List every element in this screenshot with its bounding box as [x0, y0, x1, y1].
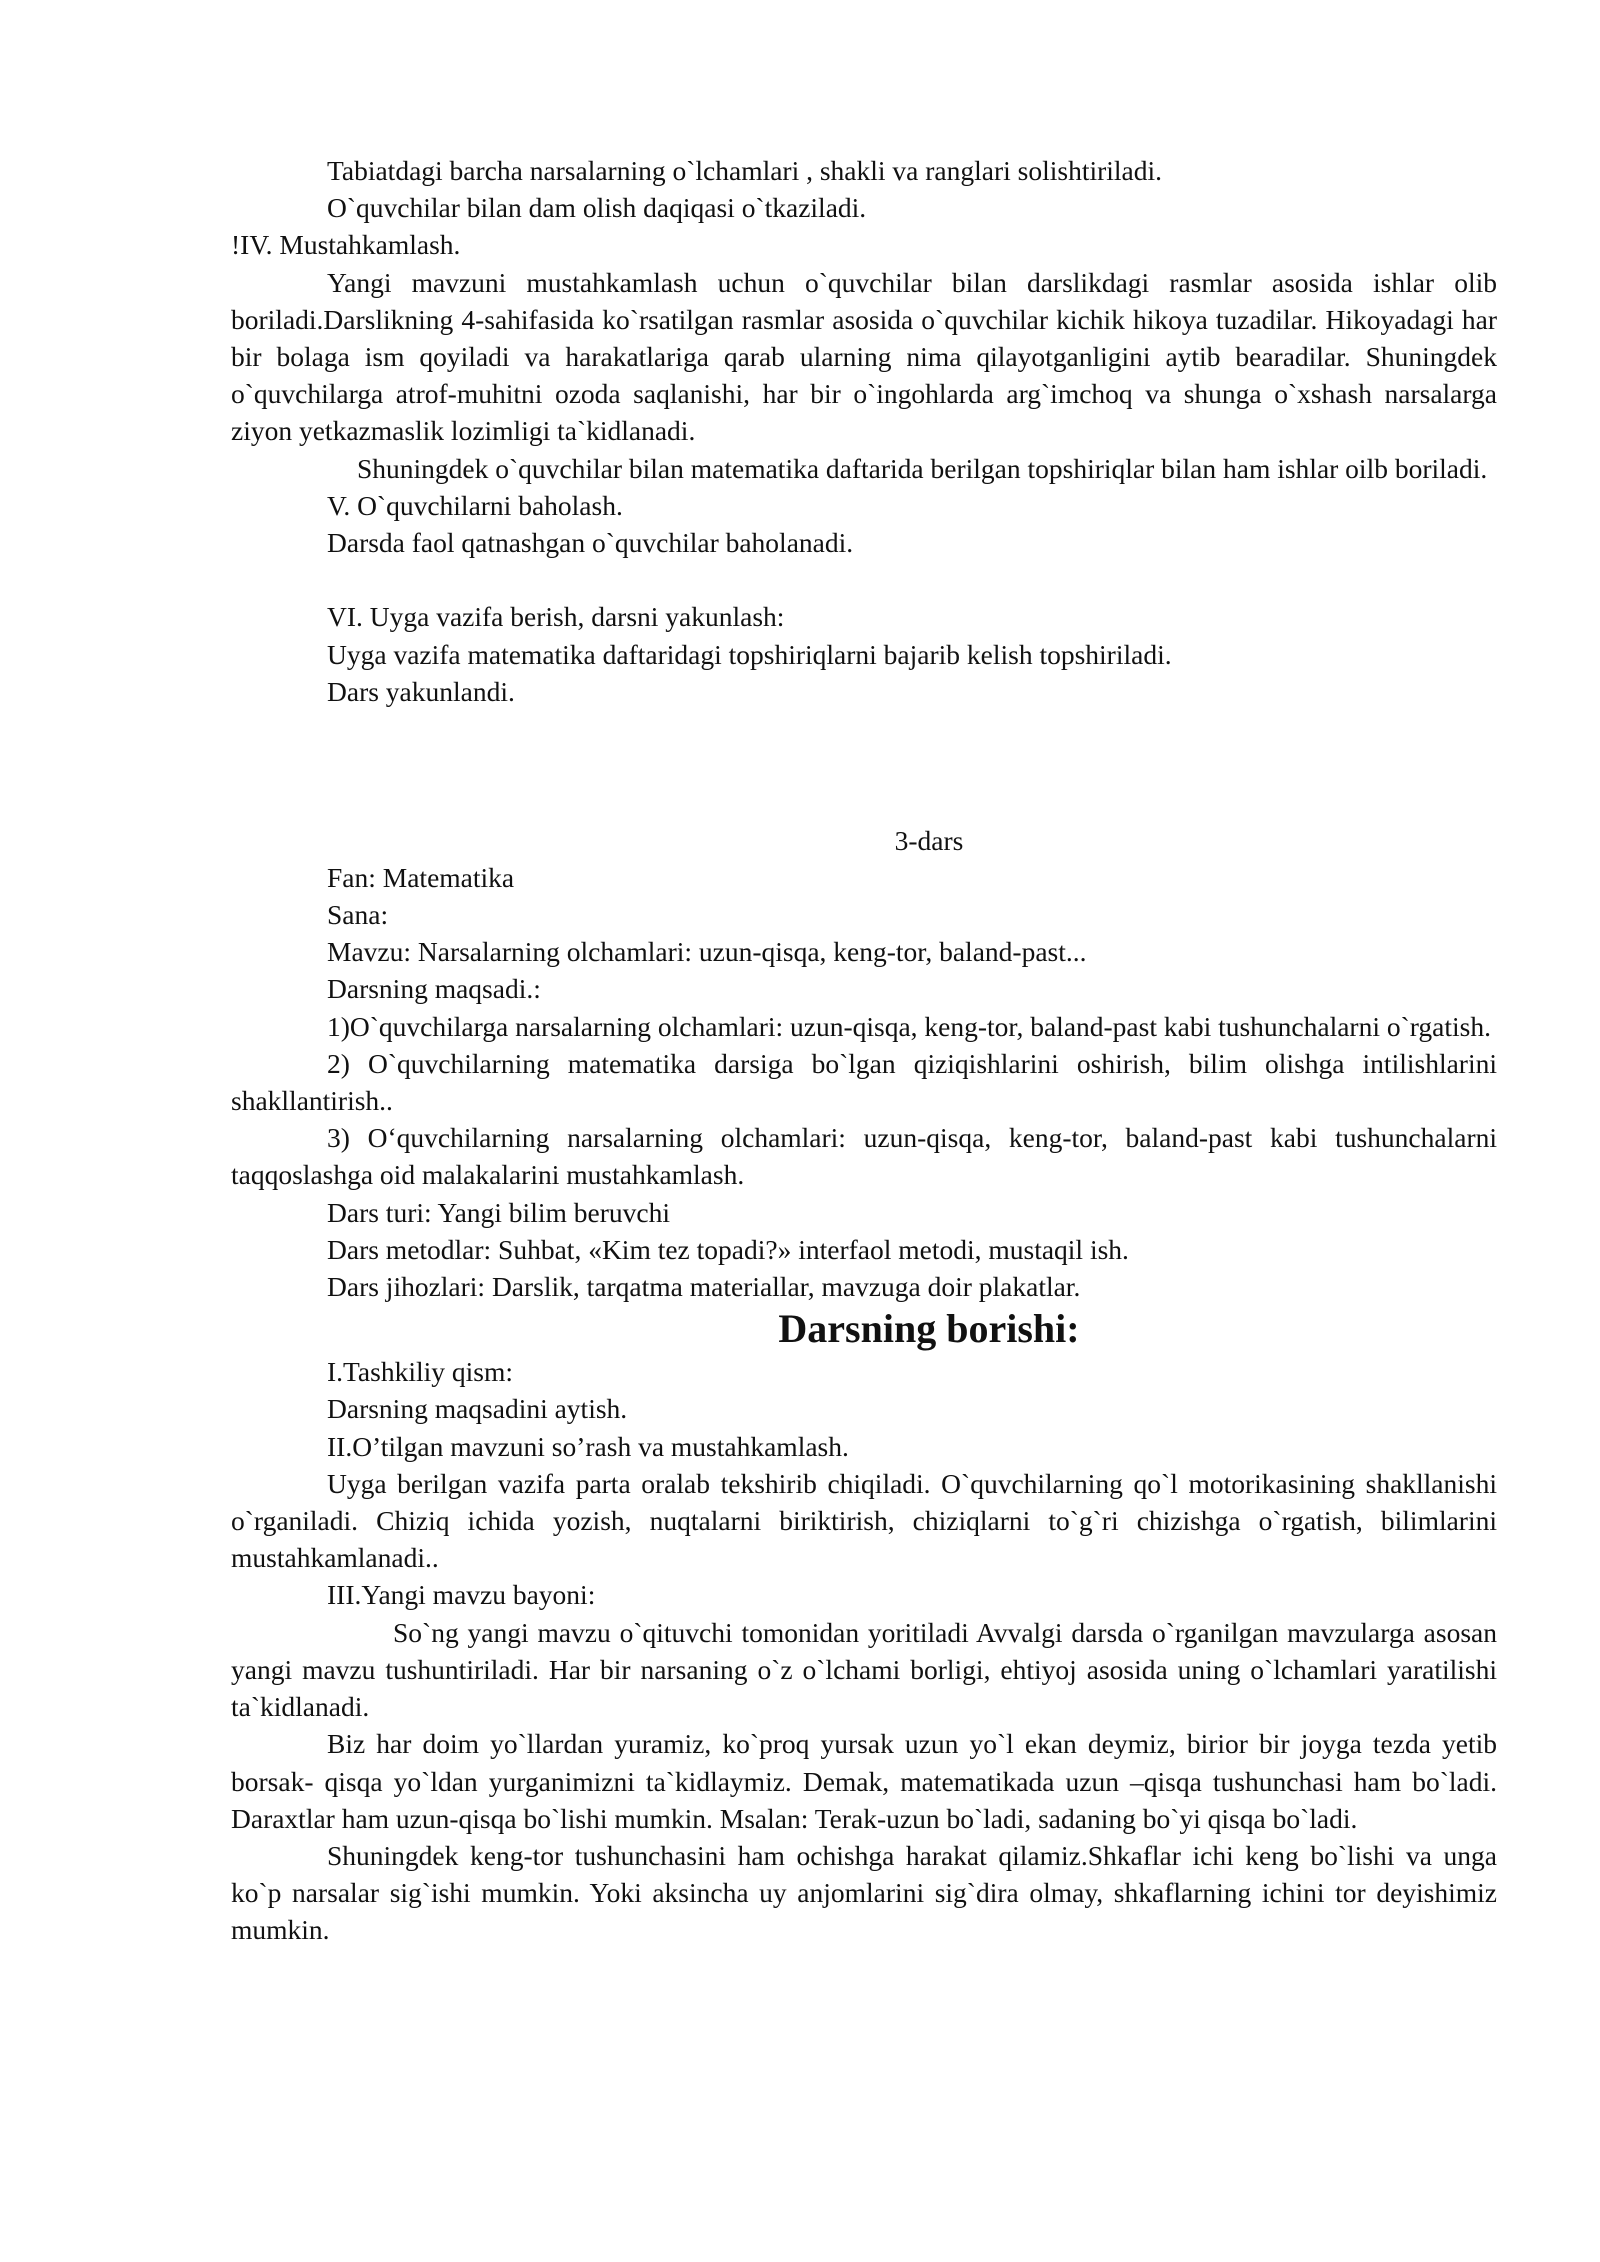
paragraph-new-topic-intro: So`ng yangi mavzu o`qituvchi tomonidan yoritiladi Avvalgi darsda o`rganilgan mavzularga asosan yangi mavzu tushuntiriladi. Har bir narsaning o`z o`lchami borligi, ehtiyoj asosida uning o`lchamlari yaratilishi ta`kidlanadi.	[231, 1616, 1497, 1723]
section-heading-new-topic: III.Yangi mavzu bayoni:	[327, 1579, 596, 1611]
spacer	[231, 710, 1497, 822]
paragraph-compare-sizes: Tabiatdagi barcha narsalarning o`lchamlari , shakli va ranglari solishtiriladi.	[327, 155, 1163, 186]
date-line: Sana:	[327, 899, 389, 931]
lesson-progress-heading: Darsning borishi:	[778, 1306, 1080, 1352]
document-page	[231, 152, 1497, 1949]
paragraph-assessment-body: Darsda faol qatnashgan o`quvchilar baholanadi.	[327, 527, 854, 559]
goals-heading: Darsning maqsadi.:	[327, 973, 541, 1005]
lesson-type-line: Dars turi: Yangi bilim beruvchi	[327, 1196, 670, 1228]
paragraph-homework-body: Uyga vazifa matematika daftaridagi topshiriqlarni bajarib kelish topshiriladi.	[327, 638, 1172, 670]
subject-line: Fan: Matematika	[327, 861, 515, 893]
section-heading-review: II.O’tilgan mavzuni so’rash va mustahkamlash.	[327, 1430, 849, 1462]
paragraph-reinforcement-body: Yangi mavzuni mustahkamlash uchun o`quvchilar bilan darslikdagi rasmlar asosida ishlar olib boriladi.Darslikning 4-sahifasida ko`rsatilgan rasmlar asosida o`quvchilar kichik hikoya tuzadilar. Hikoyadagi har bir bolaga ism qoyiladi va harakatlariga qarab ularning nima qilayotganligini aytib bearadilar. Shuningdek o`quvchilarga atrof-muhitni ozoda saqlanishi, har bir o`ingohlarda arg`imchoq va shunga o`xshash narsalarga ziyon yetkazmaslik lozimligi ta`kidlanadi.	[231, 266, 1497, 447]
section-heading-assessment: V. O`quvchilarni baholash.	[327, 489, 623, 521]
lesson-methods-line: Dars metodlar: Suhbat, «Kim tez topadi?» interfaol metodi, mustaqil ish.	[327, 1233, 1129, 1265]
goal-item-3: 3) O‘quvchilarning narsalarning olchamlari: uzun-qisqa, keng-tor, baland-past kabi tushunchalarni taqqoslashga oid malakalarini mustahkamlash.	[231, 1122, 1497, 1191]
spacer	[231, 561, 1497, 598]
section-heading-organization: I.Tashkiliy qism:	[327, 1356, 513, 1388]
lesson-equipment-line: Dars jihozlari: Darslik, tarqatma materiallar, mavzuga doir plakatlar.	[327, 1271, 1081, 1303]
goal-item-1: 1)O`quvchilarga narsalarning olchamlari: uzun-qisqa, keng-tor, baland-past kabi tushunchalarni o`rgatish.	[327, 1010, 1491, 1042]
paragraph-long-short: Biz har doim yo`llardan yuramiz, ko`proq yursak uzun yo`l ekan deymiz, birior bir joyga tezda yetib borsak- qisqa yo`ldan yurganimizni ta`kidlaymiz. Demak, matematikada uzun –qisqa tushunchasi ham bo`ladi. Daraxtlar ham uzun-qisqa bo`lishi mumkin. Msalan: Terak-uzun bo`ladi, sadaning bo`yi qisqa bo`ladi.	[231, 1728, 1497, 1834]
paragraph-workbook-tasks: Shuningdek o`quvchilar bilan matematika daftarida berilgan topshiriqlar bilan ham ishlar oilb boriladi.	[357, 452, 1488, 484]
paragraph-state-goal: Darsning maqsadini aytish.	[327, 1393, 628, 1425]
paragraph-lesson-end: Dars yakunlandi.	[327, 675, 515, 707]
paragraph-review-body: Uyga berilgan vazifa parta oralab tekshirib chiqiladi. O`quvchilarning qo`l motorikasining shakllanishi o`rganiladi. Chiziq ichida yozish, nuqtalarni biriktirish, chiziqlarni to`g`ri chizishga o`rgatish, bilimlarini mustahkamlanadi..	[231, 1467, 1497, 1574]
section-heading-reinforcement: !IV. Mustahkamlash.	[231, 229, 461, 261]
topic-line: Mavzu: Narsalarning olchamlari: uzun-qisqa, keng-tor, baland-past...	[327, 936, 1087, 968]
lesson-number-title: 3-dars	[894, 824, 964, 856]
goal-item-2: 2) O`quvchilarning matematika darsiga bo`lgan qiziqishlarini oshirish, bilim olishga intilishlarini shakllantirish..	[231, 1047, 1497, 1117]
paragraph-wide-narrow: Shuningdek keng-tor tushunchasini ham ochishga harakat qilamiz.Shkaflar ichi keng bo`lishi va unga ko`p narsalar sig`ishi mumkin. Yoki aksincha uy anjomlarini sig`dira olmay, shkaflarning ichini tor deyishimiz mumkin.	[231, 1839, 1497, 1946]
paragraph-break-minute: O`quvchilar bilan dam olish daqiqasi o`tkaziladi.	[327, 192, 867, 224]
section-heading-homework: VI. Uyga vazifa berish, darsni yakunlash:	[327, 601, 785, 633]
